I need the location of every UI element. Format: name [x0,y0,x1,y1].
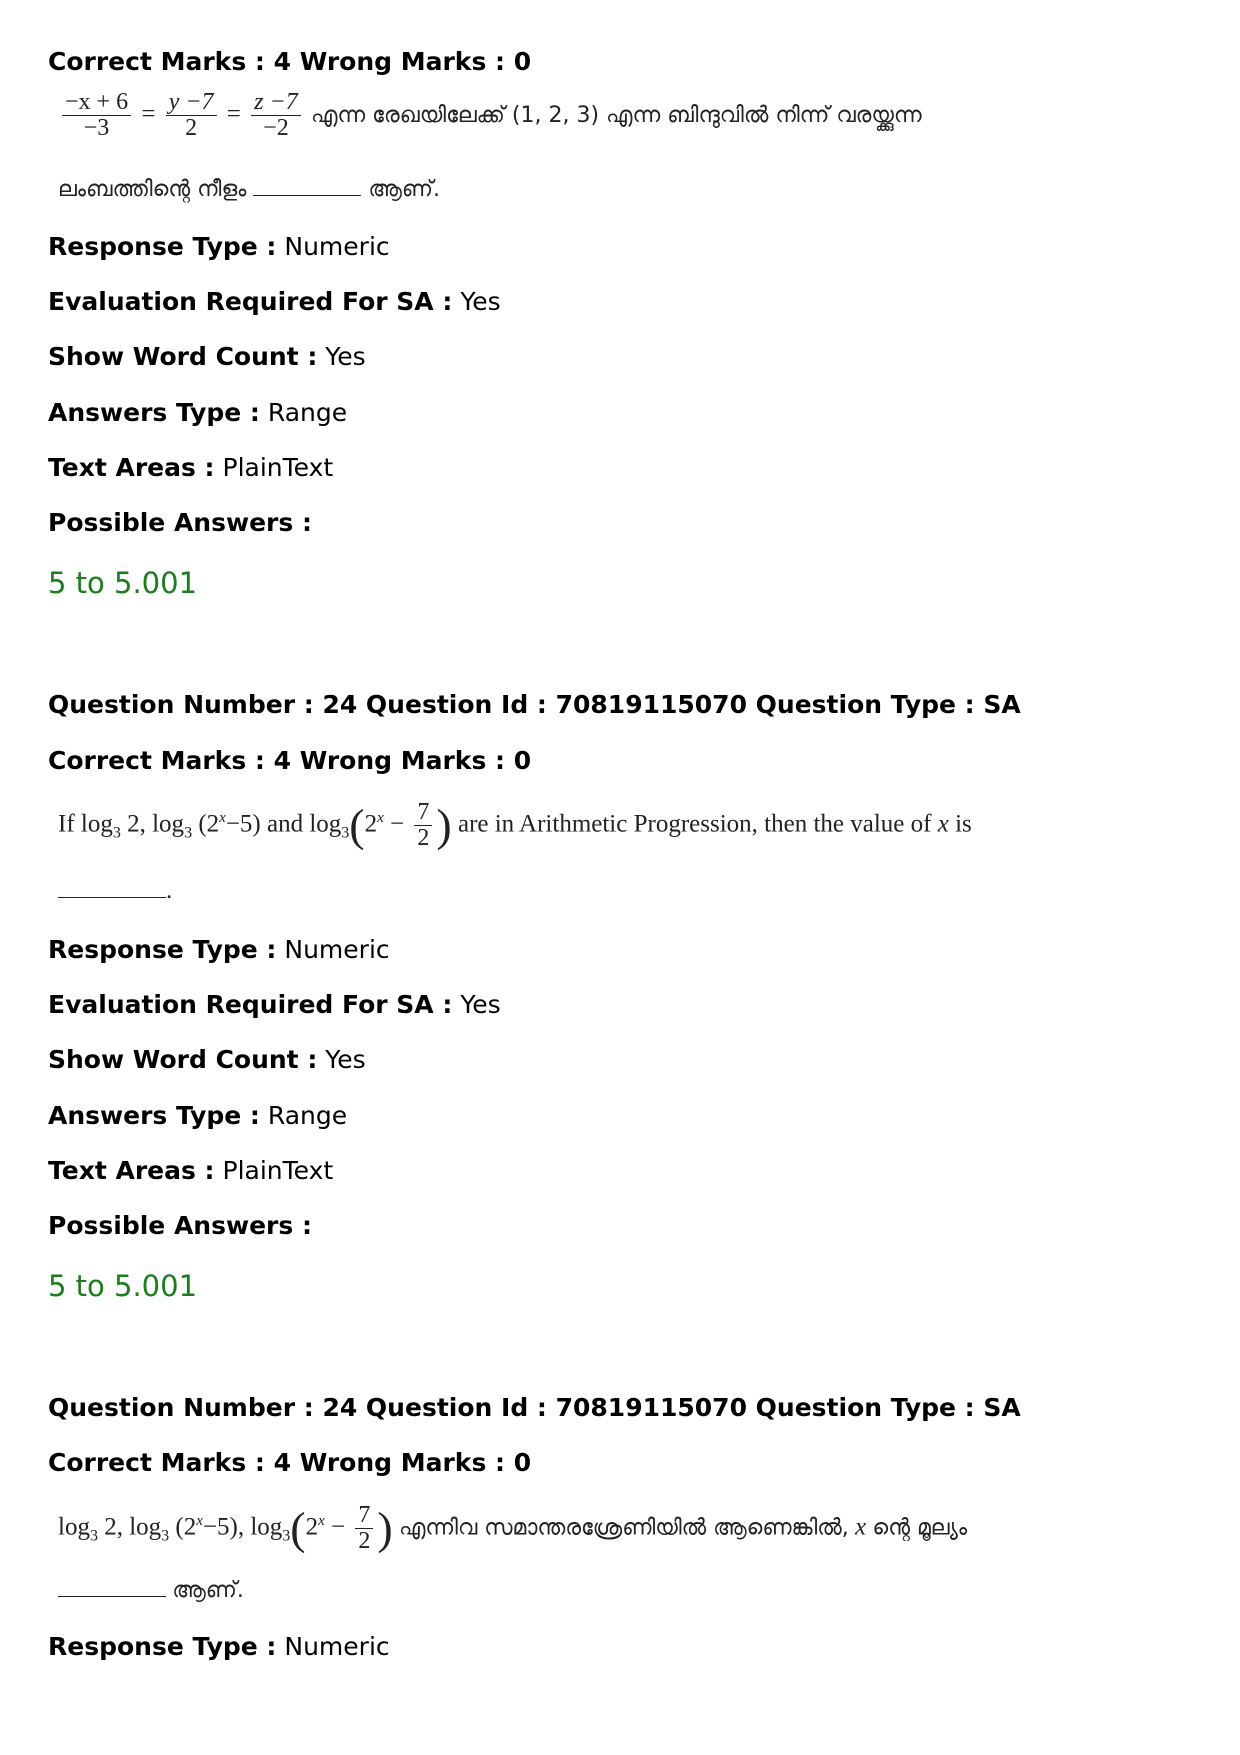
question-text-line2: ലംബത്തിന്റെ നീളം ആണ്. [58,177,441,202]
text-areas-line: Text Areas : PlainText [48,1156,334,1185]
response-type-line: Response Type : Numeric [48,1632,390,1661]
fraction: $\frac{y -7}{2}$ [166,90,217,141]
answers-type-line: Answers Type : Range [48,398,348,427]
marks-line: Correct Marks : 4 Wrong Marks : 0 [48,1448,532,1477]
fraction: $\frac{7}{2}$ [414,800,432,851]
answer-blank [58,879,166,898]
answer-blank [253,177,361,196]
question-header: Question Number : 24 Question Id : 70819115070 Question Type : SA [48,690,1021,719]
question-text: $\log_3 2$, $\log_3 (2^x-5)$, $\log_3(2^x$ − $\frac{7}{2}$ ) എന്നിവ സമാന്തരശ്രേണിയിൽ ആണെങ്കിൽ, x ന്റെ മൂല്യം [58,1502,968,1555]
possible-answers-label: Possible Answers : [48,508,312,537]
possible-answers-label: Possible Answers : [48,1211,312,1240]
show-word-count-line: Show Word Count : Yes [48,1045,366,1074]
answers-type-line: Answers Type : Range [48,1101,348,1130]
question-text: $\frac{-x + 6}{-3}$ = $\frac{y -7}{2}$ = $\frac{z -7}{-2}$ എന്ന രേഖയിലേക്ക് (1, 2, 3) എന്ന ബിന്ദുവിൽ നിന്ന് വരയ്ക്കുന്ന [58,90,922,141]
question-header: Question Number : 24 Question Id : 70819115070 Question Type : SA [48,1393,1021,1422]
fraction: $\frac{7}{2}$ [355,1503,373,1554]
show-word-count-line: Show Word Count : Yes [48,342,366,371]
question-text-line2: ആണ്. [58,1576,244,1604]
possible-answer: 5 to 5.001 [48,1269,198,1303]
marks-line: Correct Marks : 4 Wrong Marks : 0 [48,746,532,775]
possible-answer: 5 to 5.001 [48,566,198,600]
question-text-line2: . [58,877,172,905]
response-type-line: Response Type : Numeric [48,232,390,261]
text-areas-line: Text Areas : PlainText [48,453,334,482]
fraction: $\frac{-x + 6}{-3}$ [62,90,131,141]
question-text: If $\log_3 2$, $\log_3 (2^x-5)$ and $\log_3(2^x$ − $\frac{7}{2}$ ) are in Arithmetic Progression, then the value of x is [58,799,972,852]
evaluation-required-line: Evaluation Required For SA : Yes [48,990,501,1019]
answer-blank [58,1578,166,1597]
evaluation-required-line: Evaluation Required For SA : Yes [48,287,501,316]
response-type-line: Response Type : Numeric [48,935,390,964]
marks-line: Correct Marks : 4 Wrong Marks : 0 [48,47,532,76]
fraction: $\frac{z -7}{-2}$ [251,90,301,141]
